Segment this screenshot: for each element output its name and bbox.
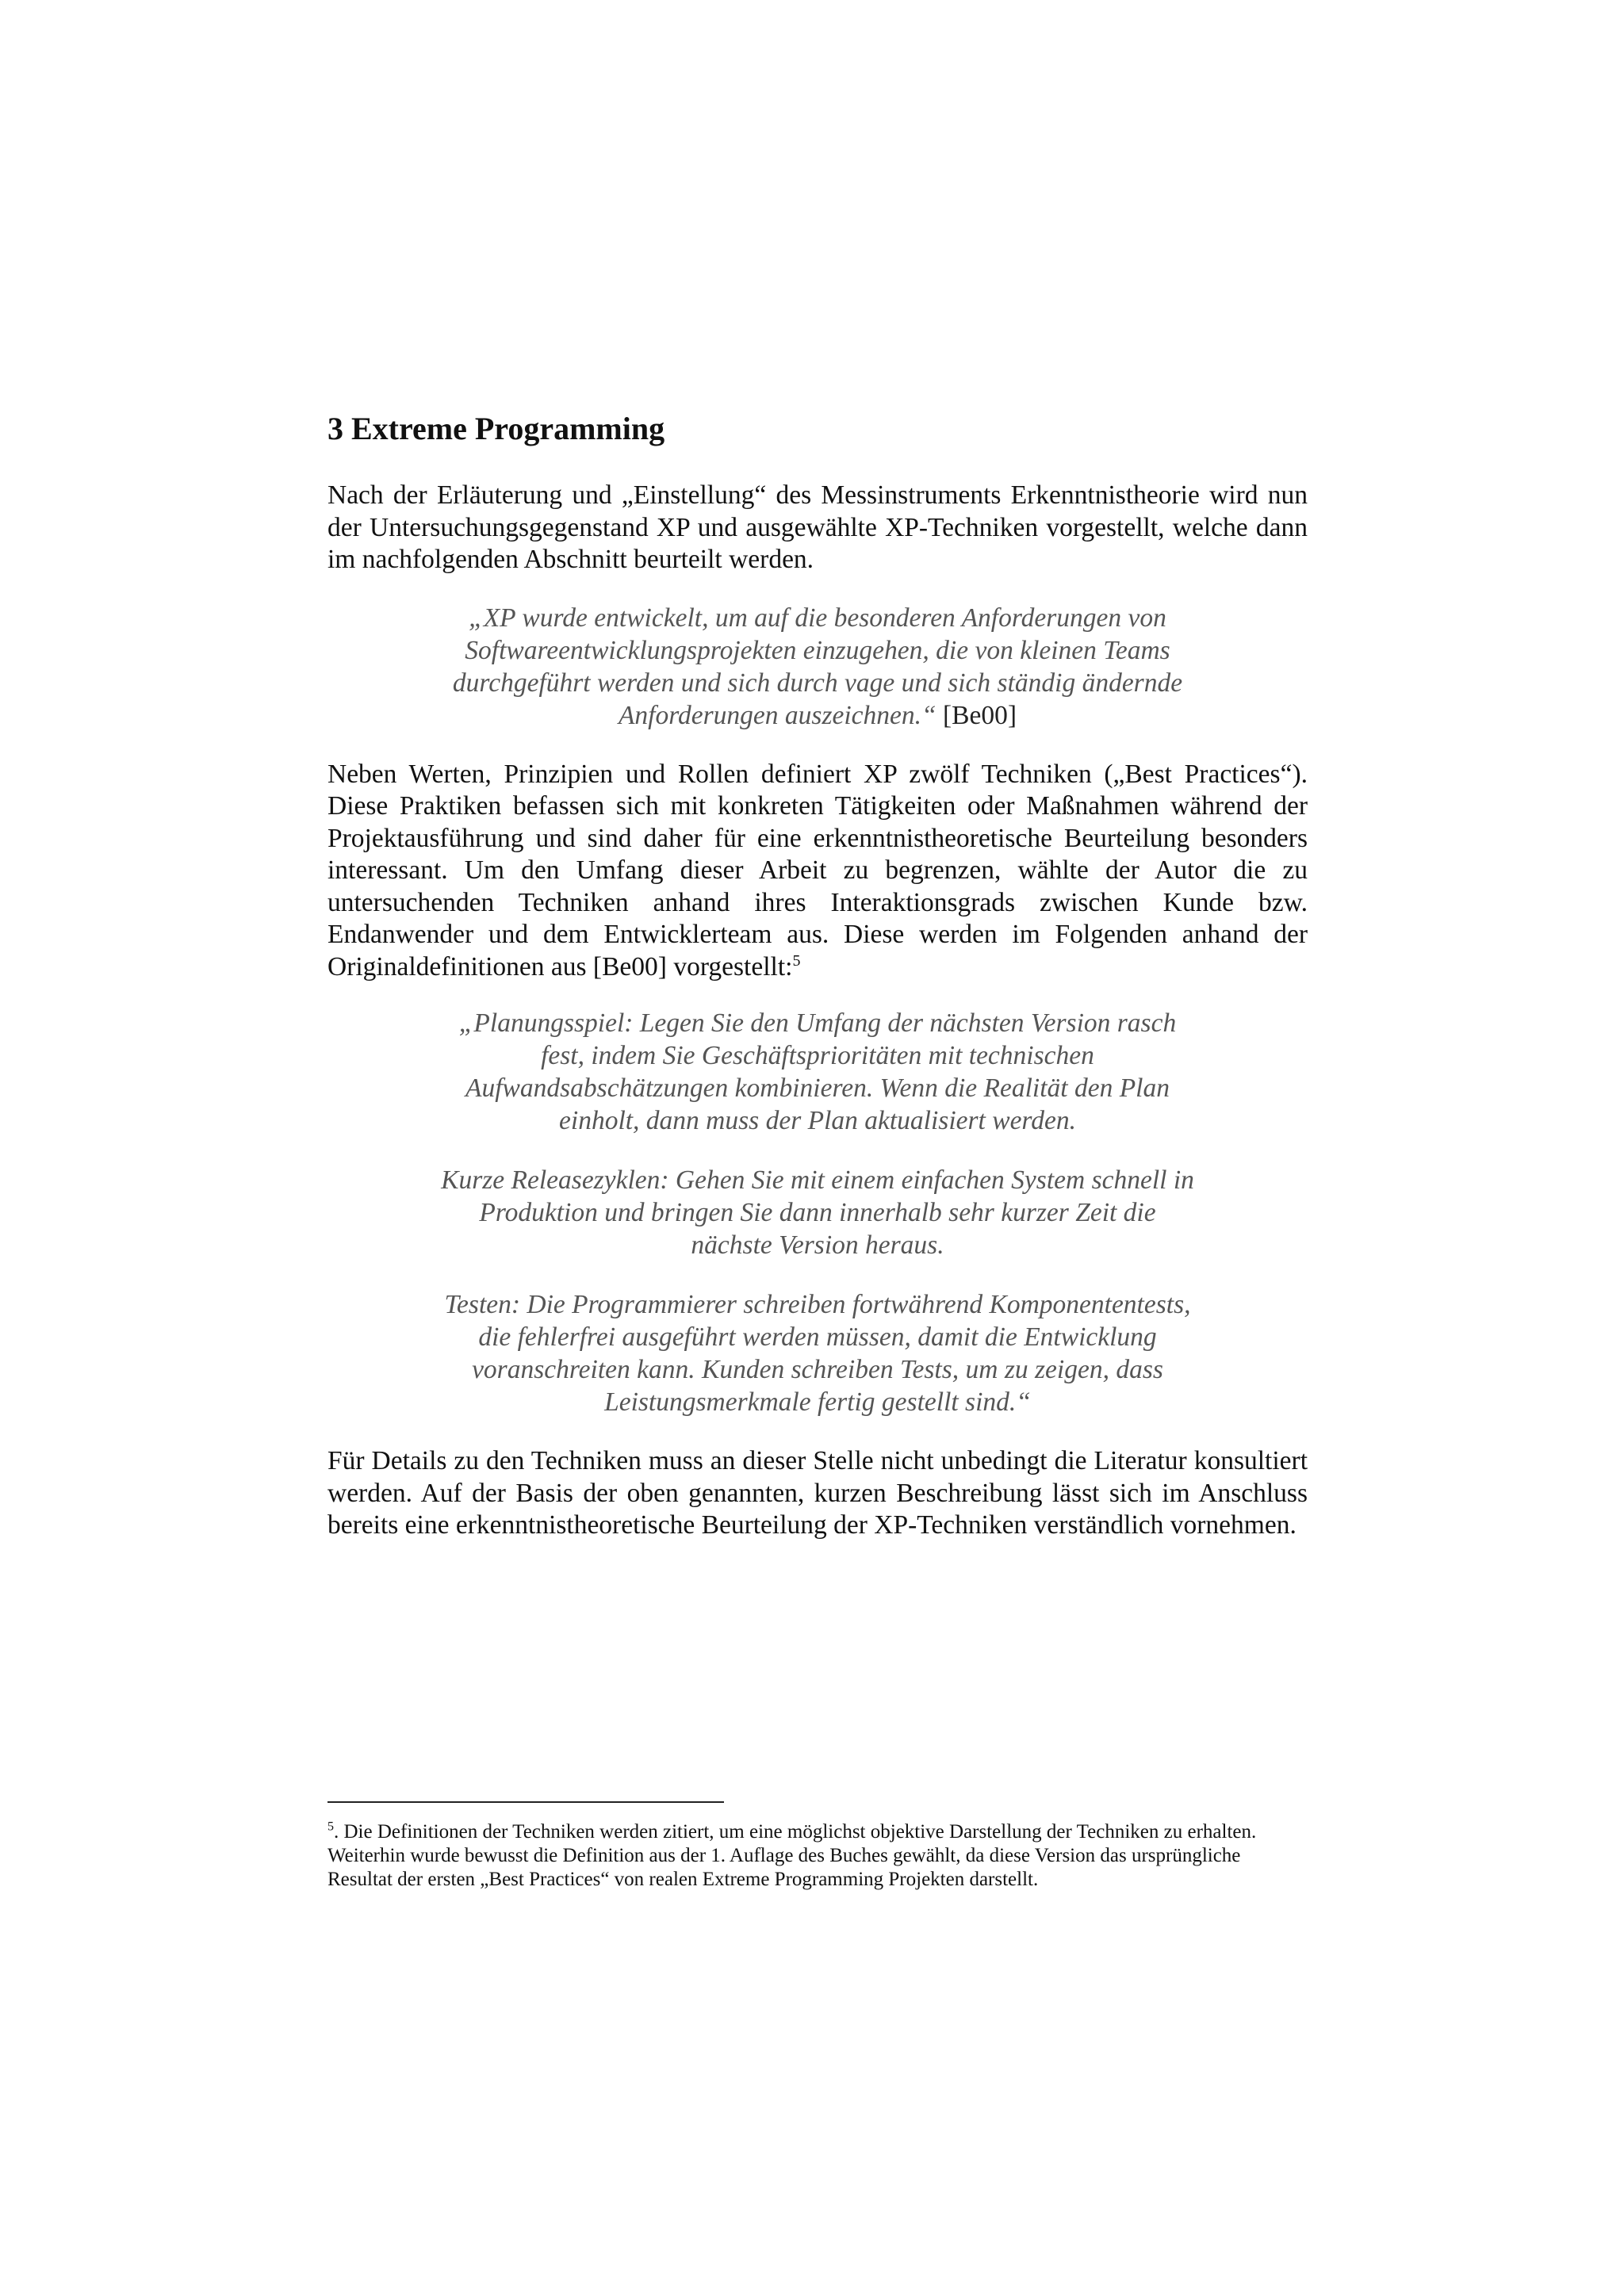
footnote-text: . Die Definitionen der Techniken werden zitiert, um eine möglichst objektive Darstellung der Techniken zu erhalten. Weiterhin wurde bewusst die Definition aus der 1. Auflage des Buches gewählt, da diese Version das ursprüngliche Resultat der ersten „Best Practices“ von realen Extreme Programming Projekten darstellt. bbox=[327, 1821, 1257, 1890]
footnote-mark: 5 bbox=[327, 1820, 334, 1834]
page-content bbox=[327, 410, 1308, 1542]
footnote-reference[interactable]: 5 bbox=[792, 951, 801, 970]
technique-text: „Planungsspiel: Legen Sie den Umfang der nächsten Version rasch fest, indem Sie Geschäftsprioritäten mit technischen Aufwandsabschätzungen kombinieren. Wenn die Realität den Plan einholt, dann muss der Plan aktualisiert werden. bbox=[458, 1008, 1177, 1135]
body-paragraph bbox=[327, 759, 1308, 984]
technique-text: Kurze Releasezyklen: Gehen Sie mit einem einfachen System schnell in Produktion und bringen Sie dann innerhalb sehr kurzer Zeit die nächste Version heraus. bbox=[441, 1165, 1194, 1260]
techniques-quote-block bbox=[441, 1007, 1194, 1418]
technique-short-releases bbox=[441, 1164, 1194, 1261]
footnote-divider bbox=[327, 1801, 724, 1803]
technique-planning-game bbox=[441, 1007, 1194, 1137]
section-heading: 3 Extreme Programming bbox=[327, 411, 665, 446]
intro-paragraph: Nach der Erläuterung und „Einstellung“ des Messinstruments Erkenntnistheorie wird nun der Untersuchungsgegenstand XP und ausgewählte XP-Techniken vorgestellt, welche dann im nachfolgenden Abschnitt beurteilt werden. bbox=[327, 480, 1308, 574]
block-quote-xp bbox=[437, 602, 1198, 732]
footnote bbox=[327, 1820, 1308, 1892]
conclusion-paragraph: Für Details zu den Techniken muss an dieser Stelle nicht unbedingt die Literatur konsultiert werden. Auf der Basis der oben genannten, kurzen Beschreibung lässt sich im Anschluss bereits eine erkenntnistheoretische Beurteilung der XP-Techniken verständlich vornehmen. bbox=[327, 1446, 1308, 1540]
quote-text: „XP wurde entwickelt, um auf die besonderen Anforderungen von Softwareentwicklungsprojekten einzugehen, die von kleinen Teams durchgeführt werden und sich durch vage und sich ständig ändernde Anforderungen auszeichnen.“ bbox=[452, 603, 1183, 730]
body-text: Neben Werten, Prinzipien und Rollen definiert XP zwölf Techniken („Best Practices“). Diese Praktiken befassen sich mit konkreten Tätigkeiten oder Maßnahmen während der Projektausführung und sind daher für eine erkenntnistheoretische Beurteilung besonders interessant. Um den Umfang dieser Arbeit zu begrenzen, wählte der Autor die zu untersuchenden Techniken anhand ihres Interaktionsgrads zwischen Kunde bzw. Endanwender und dem Entwicklerteam aus. Diese werden im Folgenden anhand der Originaldefinitionen aus [Be00] vorgestellt: bbox=[327, 759, 1308, 982]
quote-citation: [Be00] bbox=[943, 700, 1017, 730]
technique-testing bbox=[441, 1288, 1194, 1418]
technique-text: Testen: Die Programmierer schreiben fortwährend Komponententests, die fehlerfrei ausgeführt werden müssen, damit die Entwicklung voranschreiten kann. Kunden schreiben Tests, um zu zeigen, dass Leistungsmerkmale fertig gestellt sind.“ bbox=[444, 1290, 1191, 1417]
